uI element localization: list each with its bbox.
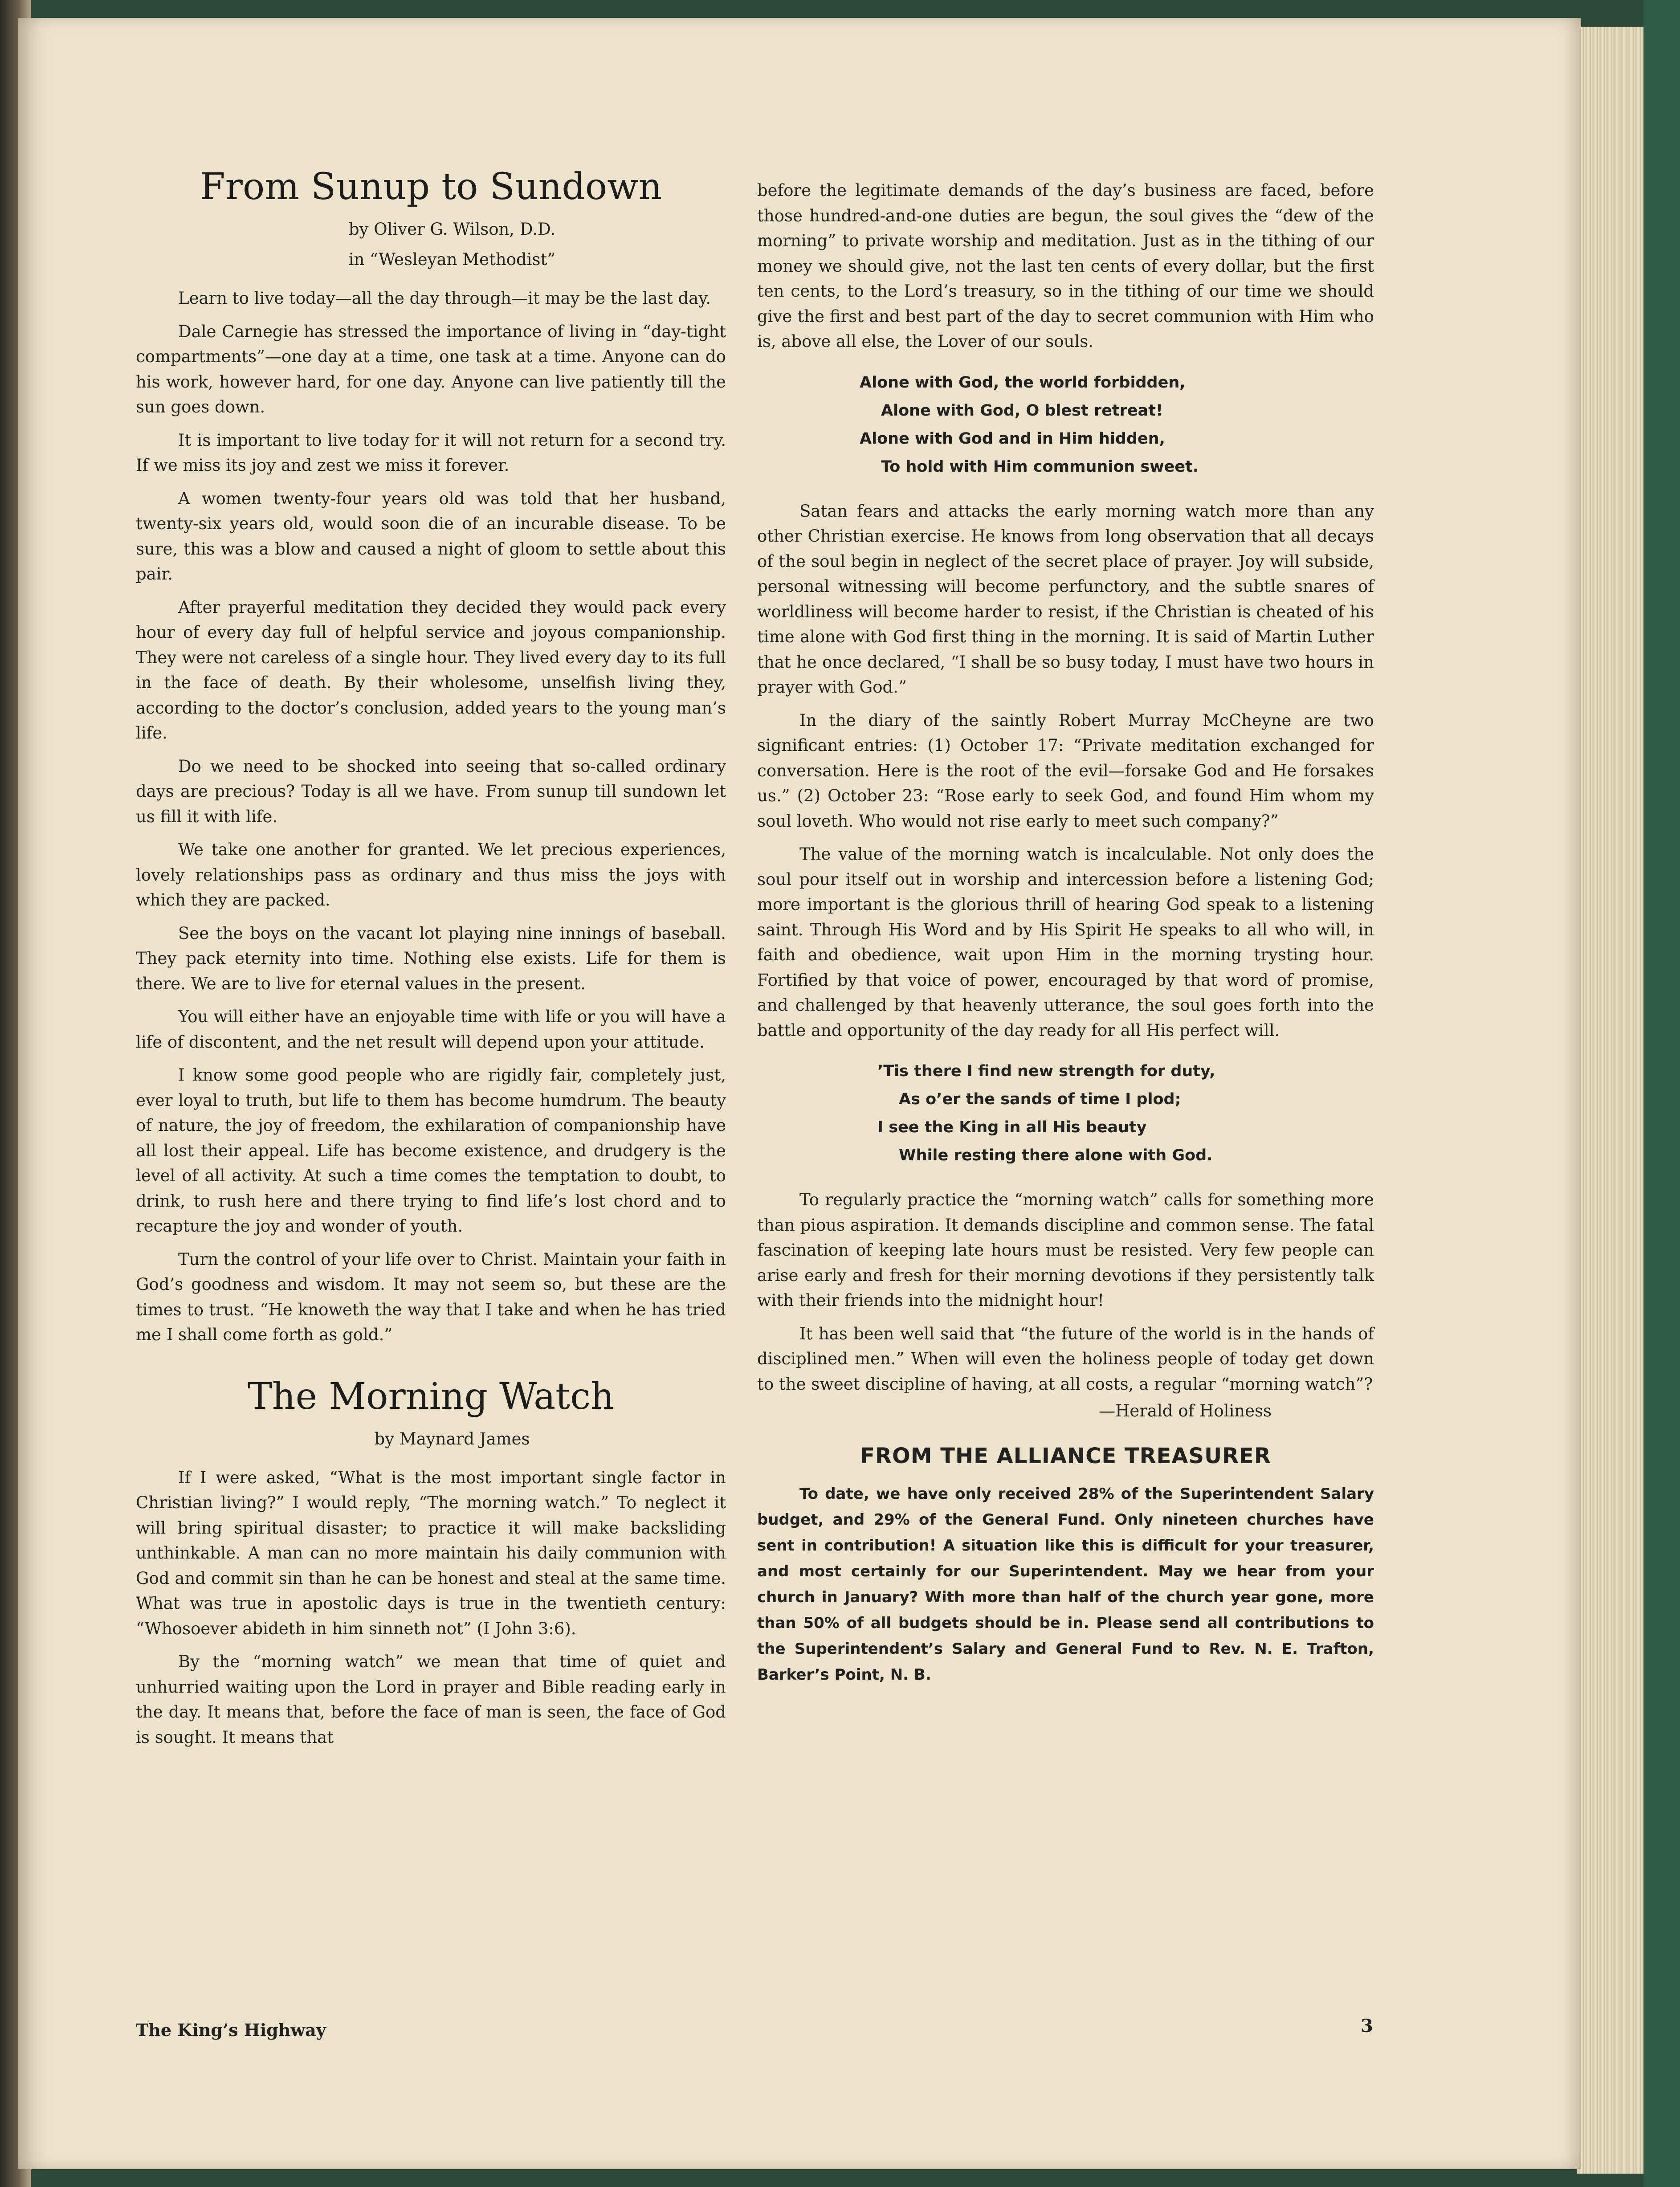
paragraph: If I were asked, “What is the most important single factor in Christian living?” I would reply, “The morning watch.” To neglect it will bring spiritual disaster; to practice it will make backsliding unthinkable. A man can no more maintain his daily communion with God and commit sin than he can be honest and steal at the same time. What was true in apostolic days is true in the twentieth century: “Whosoever abideth in him sinneth not” (I John 3:6). (136, 1468, 726, 1638)
byline-source: in “Wesleyan Methodist” (348, 250, 556, 269)
poem-line: Alone with God, the world forbidden, (860, 373, 1186, 392)
paragraph: Turn the control of your life over to Christ. Maintain your faith in God’s goodness and wisdom. It may not seem so, but these are the times to trust. “He knoweth the way that I take and when he has tried me I shall come forth as gold.” (136, 1249, 726, 1344)
article-byline-morning-watch (136, 1428, 726, 1450)
poem-line: Alone with God and in Him hidden, (860, 429, 1165, 448)
paragraph: See the boys on the vacant lot playing nine innings of baseball. They pack eternity into time. Nothing else exists. Life for them is there. We are to live for eternal values in the present. (136, 923, 726, 993)
paragraph: In the diary of the saintly Robert Murray McCheyne are two significant entries: (1) October 17: “Private meditation exchanged for conversation. Here is the root of the evil—forsake God and He forsakes us.” (2) October 23: “Rose early to seek God, and found Him whom my soul loveth. Who would not rise early to meet such company?” (757, 710, 1374, 831)
article-title-sunup: From Sunup to Sundown (200, 166, 662, 208)
treasurer-heading: FROM THE ALLIANCE TREASURER (860, 1443, 1271, 1469)
paragraph: Dale Carnegie has stressed the importance of living in “day-tight compartments”—one day at a time, one task at a time. Anyone can do his work, however hard, for one day. Anyone can live patiently till the sun goes down. (136, 322, 726, 416)
treasurer-notice: To date, we have only received 28% of the Superintendent Salary budget, and 29% of the General Fund. Only nineteen churches have sent in contribution! A situation like this is difficult for your treasurer, and most certainly for our Superintendent. May we hear from your church in January? With more than half of the church year gone, more than 50% of all budgets should be in. Please send all contributions to the Superintendent’s Salary and General Fund to Rev. N. E. Trafton, Barker’s Point, N. B. (757, 1485, 1374, 1684)
poem-line: While resting there alone with God. (899, 1147, 1213, 1164)
article-body-morning-watch (136, 1465, 726, 1750)
left-column (136, 165, 726, 1758)
poem-strength-for-duty (757, 1057, 1374, 1170)
article-title-morning-watch: The Morning Watch (248, 1375, 614, 1418)
poem-line: As o’er the sands of time I plod; (899, 1090, 1181, 1108)
magazine-page (18, 18, 1581, 2169)
byline-author: by Oliver G. Wilson, D.D. (348, 220, 556, 239)
article-byline-sunup (136, 218, 726, 271)
byline-author: by Maynard James (374, 1429, 530, 1448)
paragraph: By the “morning watch” we mean that time of quiet and unhurried waiting upon the Lord in prayer and Bible reading early in the day. It means that, before the face of man is seen, the face of God is sought. It means that (136, 1652, 726, 1747)
paragraph: Learn to live today—all the day through—it may be the last day. (178, 289, 711, 308)
paragraph: Do we need to be shocked into seeing that so-called ordinary days are precious? Today is all we have. From sunup till sundown let us fill it with life. (136, 756, 726, 826)
poem-line: ’Tis there I find new strength for duty, (877, 1062, 1215, 1080)
paragraph: It is important to live today for it will not return for a second try. If we miss its joy and zest we miss it forever. (136, 430, 726, 475)
paragraph: Satan fears and attacks the early morning watch more than any other Christian exercise. He knows from long observation that all decays of the soul begin in neglect of the secret place of prayer. Joy will subside, personal witnessing will become perfunctory, and the subtle snares of worldliness will become harder to resist, if the Christian is cheated of his time alone with God first thing in the morning. It is said of Martin Luther that he once declared, “I shall be so busy today, I must have two hours in prayer with God.” (757, 501, 1374, 697)
poem-line: I see the King in all His beauty (877, 1118, 1147, 1136)
publication-name: The King’s Highway (136, 2020, 326, 2040)
page-number: 3 (1361, 2016, 1373, 2036)
paragraph: To regularly practice the “morning watch” calls for something more than pious aspiration. It demands discipline and common sense. The fatal fascination of keeping late hours must be resisted. Very few people can arise early and fresh for their morning devotions if they persistently talk with their friends into the midnight hour! (757, 1190, 1374, 1310)
paragraph: I know some good people who are rigidly fair, completely just, ever loyal to truth, but life to them has become humdrum. The beauty of nature, the joy of freedom, the exhilaration of companionship have all lost their appeal. Life has become existence, and drudgery is the level of all activity. At such a time comes the temptation to doubt, to drink, to rush here and there trying to find life’s lost chord and to recapture the joy and wonder of youth. (136, 1065, 726, 1236)
paragraph: You will either have an enjoyable time with life or you will have a life of discontent, and the net result will depend upon your attitude. (136, 1007, 726, 1052)
poem-line: To hold with Him communion sweet. (881, 457, 1199, 476)
right-column (757, 178, 1374, 1696)
book-cover-edge (1643, 0, 1680, 2187)
paragraph: After prayerful meditation they decided they would pack every hour of every day full of helpful service and joyous companionship. They were not careless of a single hour. They lived every day to its full in the face of death. By their wholesome, unselfish living they, according to the doctor’s conclusion, added years to the young man’s life. (136, 597, 726, 743)
paragraph: The value of the morning watch is incalculable. Not only does the soul pour itself out in worship and intercession before a listening God; more important is the glorious thrill of hearing God speak to a listening saint. Through His Word and by His Spirit He speaks to all who will, in faith and obedience, wait upon Him in the morning trysting hour. Fortified by that voice of power, encouraged by that word of promise, and challenged by that heavenly utterance, the soul goes forth into the battle and opportunity of the day ready for all His perfect will. (757, 845, 1374, 1040)
article-attribution: —Herald of Holiness (1099, 1401, 1272, 1420)
paragraph-continued: before the legitimate demands of the day’s business are faced, before those hundred-and-one duties are begun, the soul gives the “dew of the morning” to private worship and meditation. Just as in the tithing of our money we should give, not the last ten cents of every dollar, but the first ten cents, to the Lord’s treasury, so in the tithing of our time we should give the first and best part of the day to secret communion with Him who is, above all else, the Lover of our souls. (757, 181, 1374, 351)
poem-alone-with-god (757, 369, 1374, 481)
poem-line: Alone with God, O blest retreat! (881, 401, 1163, 420)
paragraph: A women twenty-four years old was told that her husband, twenty-six years old, would soon die of an incurable disease. To be sure, this was a blow and caused a night of gloom to settle about this pair. (136, 489, 726, 583)
paragraph: It has been well said that “the future of the world is in the hands of disciplined men.” When will even the holiness people of today get down to the sweet discipline of having, at all costs, a regular “morning watch”? (757, 1324, 1374, 1394)
article-body-sunup (136, 286, 726, 1348)
paragraph: We take one another for granted. We let precious experiences, lovely relationships pass as ordinary and thus miss the joys with which they are packed. (136, 840, 726, 910)
